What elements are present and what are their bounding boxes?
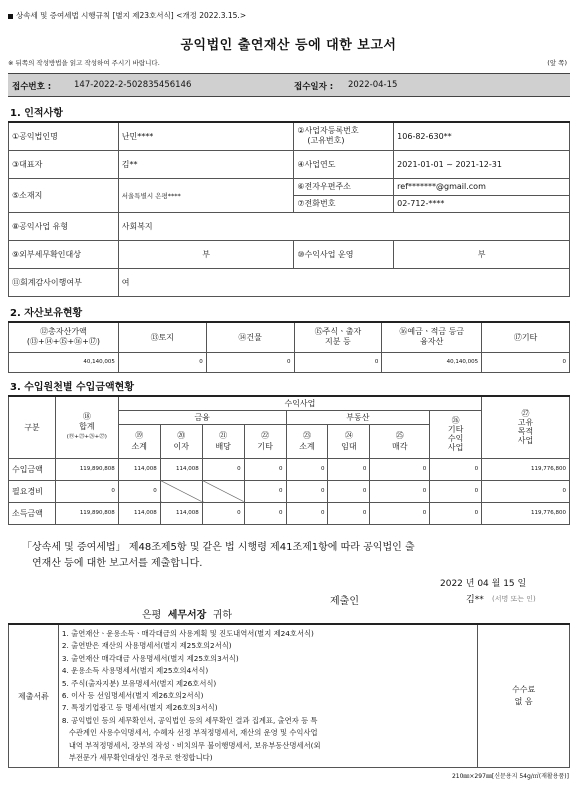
cell: 0 [328, 502, 370, 524]
stock-value: 0 [294, 352, 382, 372]
submit-date: 2022 년 04 월 15 일 [440, 579, 527, 589]
list-item: 2. 출연받은 재산의 사용명세서(별지 제25호의2서식) [61, 641, 232, 651]
cell: 0 [430, 458, 482, 480]
instruction-note: ※ 뒤쪽의 작성방법을 읽고 작성하여 주시기 바랍니다. [8, 59, 160, 67]
cell: 114,008 [118, 458, 160, 480]
cell: 114,008 [160, 458, 202, 480]
rep-label: ③대표자 [9, 150, 119, 178]
submission-docs-table [8, 623, 570, 768]
paper-spec-footer: 210㎜×297㎜[신문용지 54g/㎡(재활용품)] [451, 773, 569, 780]
cell: 119,890,808 [55, 458, 118, 480]
cell: 0 [370, 480, 430, 502]
deposit-header: ⑯예금ㆍ적금 등금 융자산 [382, 322, 482, 352]
cell: 0 [202, 502, 244, 524]
gubun-header: 구분 [9, 396, 56, 458]
cell: 114,008 [160, 502, 202, 524]
other-profit-header: ㉖ 기타 수익 사업 [430, 410, 482, 458]
ext-value: 부 [118, 240, 294, 268]
addr-value: 서울특별시 은평**** [118, 178, 294, 212]
list-item: 6. 이사 등 선임명세서(별지 제26호의2서식) [61, 691, 204, 701]
cell: 114,008 [118, 502, 160, 524]
dividend-header: ㉑ 배당 [202, 424, 244, 458]
income-table [8, 395, 570, 525]
docs-label: 제출서류 [9, 624, 59, 768]
finance-other-header: ㉒ 기타 [244, 424, 286, 458]
page-side-label: (앞 쪽) [547, 59, 567, 67]
addr-label: ⑤소재지 [9, 178, 119, 212]
cell: 119,776,800 [482, 502, 570, 524]
personal-info-table [8, 121, 570, 297]
email-value: ref*******@gmail.com [394, 178, 570, 195]
list-item: 내역 부적정명세서, 장부의 작성ㆍ비치의무 불이행명세서, 보유부동산명세서(외 [61, 740, 321, 750]
cell: 0 [202, 458, 244, 480]
asset-table [8, 321, 570, 373]
list-item: 수관계인 사용수익명세서, 수혜자 선정 부적정명세서, 재산의 운영 및 수익사업 [61, 728, 318, 738]
table-row [9, 502, 570, 524]
section2-title: 2. 자산보유현황 [10, 308, 83, 319]
deposit-value: 40,140,005 [382, 352, 482, 372]
year-label: ④사업연도 [294, 150, 394, 178]
receipt-no-value: 147-2022-2-502835456146 [74, 80, 192, 90]
interest-header: ⑳ 이자 [160, 424, 202, 458]
tel-value: 02-712-**** [394, 195, 570, 212]
cell: 119,890,808 [55, 502, 118, 524]
list-item: 5. 주식(출자지분) 보유명세서(별지 제26호서식) [61, 678, 217, 688]
finance-subtotal-header: ⑲ 소계 [118, 424, 160, 458]
statement-text: 「상속세 및 증여세법」 제48조제5항 및 같은 법 시행령 제41조제1항에 따라 공익법인 출 연재산 등에 대한 보고서를 제출합니다. [22, 542, 415, 569]
tax-office: 은평 세무서장 귀하 [142, 610, 233, 621]
cell: 0 [55, 480, 118, 502]
cell: 0 [328, 458, 370, 480]
realestate-header: 부동산 [286, 410, 430, 424]
total-asset-value: 40,140,005 [9, 352, 119, 372]
form-title: 공익법인 출연재산 등에 대한 보고서 [180, 38, 397, 53]
section1-title: 1. 인적사항 [10, 108, 63, 119]
audit-value: 여 [118, 268, 569, 296]
row-label: 소득금액 [9, 502, 56, 524]
cell: 0 [482, 480, 570, 502]
list-item: 3. 출연재산 매각대금 사용명세서(별지 제25호의3서식) [61, 653, 239, 663]
corp-name-label: ①공익법인명 [9, 122, 119, 150]
row-label: 필요경비 [9, 480, 56, 502]
square-bullet-icon [8, 14, 13, 19]
cell: 0 [286, 480, 328, 502]
cell: 0 [244, 480, 286, 502]
receipt-date-value: 2022-04-15 [348, 80, 398, 90]
cell: 0 [328, 480, 370, 502]
list-item: 7. 특정기업광고 등 명세서(별지 제26호의3서식) [61, 703, 218, 713]
list-item: 4. 운용소득 사용명세서(별지 제25호의4서식) [61, 666, 209, 676]
cell: 0 [430, 480, 482, 502]
list-item: 1. 출연재산ㆍ운용소득ㆍ매각대금의 사용계획 및 진도내역서(별지 제24호서식) [61, 629, 314, 638]
rep-value: 김** [118, 150, 294, 178]
cell: 0 [286, 458, 328, 480]
fee-cell: 수수료 없 음 [478, 624, 570, 768]
table-row [9, 458, 570, 480]
sale-header: ㉕ 매각 [370, 424, 430, 458]
profit-value: 부 [394, 240, 570, 268]
total-income-header: ⑱ 합계 (⑲+㉓+㉖+㉗) [55, 396, 118, 458]
ext-label: ⑨외부세무확인대상 [9, 240, 119, 268]
stock-header: ⑮주식ㆍ출자 지분 등 [294, 322, 382, 352]
other-asset-value: 0 [482, 352, 570, 372]
diagonal-cell [202, 480, 244, 502]
row-label: 수입금액 [9, 458, 56, 480]
receipt-bar [8, 73, 570, 97]
year-value: 2021-01-01 ~ 2021-12-31 [394, 150, 570, 178]
realestate-subtotal-header: ㉓ 소계 [286, 424, 328, 458]
total-asset-header: ⑫총자산가액 (⑬+⑭+⑮+⑯+⑰) [9, 322, 119, 352]
cell: 0 [118, 480, 160, 502]
building-header: ⑭건물 [206, 322, 294, 352]
receipt-date-label: 접수일자 : [294, 82, 334, 92]
cell: 0 [244, 502, 286, 524]
audit-label: ⑪회계감사이행여부 [9, 268, 119, 296]
public-purpose-header: ㉗ 고유 목적 사업 [482, 396, 570, 458]
cell: 0 [430, 502, 482, 524]
corp-name-value: 난민**** [118, 122, 294, 150]
submitter-value: 김** [466, 595, 484, 605]
section3-title: 3. 수입원천별 수입금액현황 [10, 382, 134, 393]
cell: 0 [370, 458, 430, 480]
bizno-label: ②사업자등록번호 (고유번호) [294, 122, 394, 150]
docs-list [58, 624, 477, 768]
type-value: 사회복지 [118, 212, 569, 240]
cell: 0 [244, 458, 286, 480]
bizno-value: 106-82-630** [394, 122, 570, 150]
rent-header: ㉔ 임대 [328, 424, 370, 458]
cell: 0 [286, 502, 328, 524]
land-header: ⑬토지 [118, 322, 206, 352]
cell: 119,776,800 [482, 458, 570, 480]
other-asset-header: ⑰기타 [482, 322, 570, 352]
email-label: ⑥전자우편주소 [294, 178, 394, 195]
table-row [9, 480, 570, 502]
land-value: 0 [118, 352, 206, 372]
type-label: ⑧공익사업 유형 [9, 212, 119, 240]
cell: 0 [370, 502, 430, 524]
signature-placeholder: (서명 또는 인) [492, 595, 536, 603]
building-value: 0 [206, 352, 294, 372]
profit-label: ⑩수익사업 운영 [294, 240, 394, 268]
list-item: 8. 공익법인 등의 세무확인서, 공익법인 등의 세무확인 결과 집계표, 출연자 등 특 [61, 715, 318, 725]
submitter-label: 제출인 [330, 596, 359, 607]
diagonal-cell [160, 480, 202, 502]
list-item: 부전문가 세무확인대상인 경우로 한정합니다) [61, 753, 213, 763]
form-law-note: 상속세 및 증여세법 시행규칙 [별지 제23호서식] <개정 2022.3.15.> [8, 10, 246, 21]
receipt-no-label: 접수번호 : [12, 82, 52, 92]
finance-header: 금융 [118, 410, 286, 424]
profit-business-header: 수익사업 [118, 396, 481, 410]
tel-label: ⑦전화번호 [294, 195, 394, 212]
